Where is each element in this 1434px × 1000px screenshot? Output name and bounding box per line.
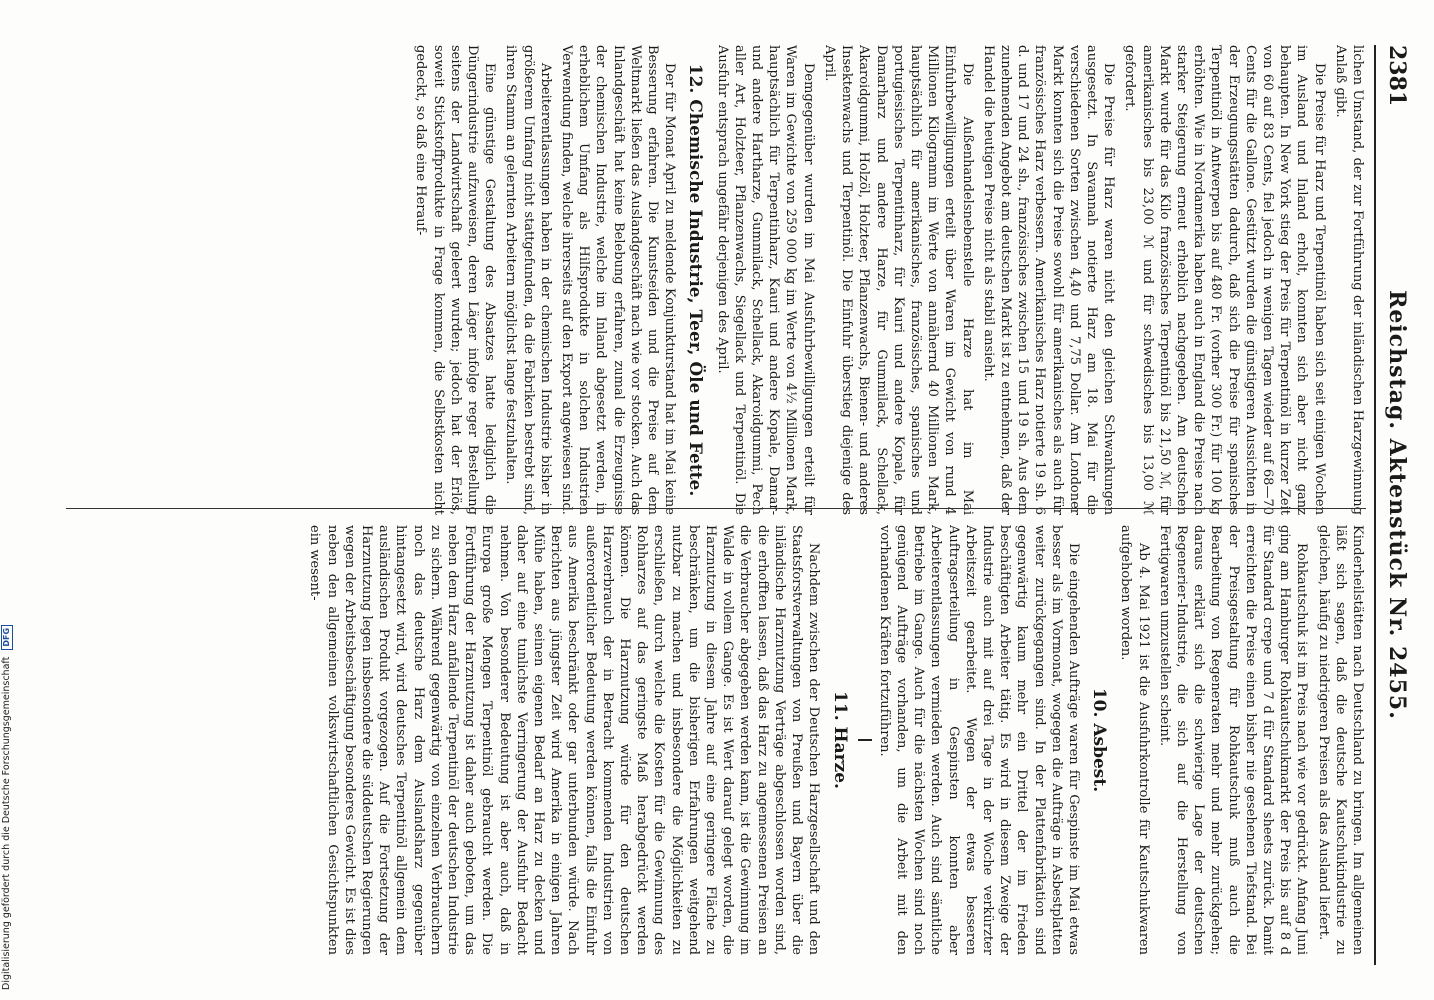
paragraph: Ab 4. Mai 1921 ist die Ausfuhrkontrolle für Kautschukwaren aufgehoben worden. (1118, 525, 1151, 955)
paragraph: lichen Umstand, der zur Fortführung der inländischen Harzgewinnung Anlaß gibt. (1332, 45, 1365, 515)
right-column (66, 525, 1366, 955)
paragraph: Nachdem zwischen der Deutschen Harzgesellschaft und den Staatsforstverwaltungen von Preußen und Bayern über die inländische Harznutzung Verträge abgeschlossen worden sind, die erhofften lassen, daß das Harz zu angemessenen Preisen an die Verbraucher abgegeben werden kann, ist die Gewinnung im Walde in vollem Gange. Es ist Wert darauf gelegt worden, die Harznutzung in diesem Jahre auf eine geringere Fläche zu beschränken, um die bisherigen Erfahrungen weitgehend nutzbar zu machen und insbesondere die Möglichkeiten zu erschließen, durch welche die Kosten für die Gewinnung des Rohharzes auf das geringste Maß herabgedrückt werden können. Die Harznutzung würde für den deutschen Harzverbrauch der in Betracht kommenden Industrien von außerordentlicher Bedeutung werden können, falls die Einfuhr aus Amerika beschränkt oder gar unterbunden würde. Nach Berichten aus jüngster Zeit wird Amerika in einigen Jahren Mühe haben, seinen eigenen Bedarf an Harz zu decken und daher auf eine tunlichste Verringerung der Ausfuhr Bedacht nehmen. Von besonderer Bedeutung ist aber auch, daß in Europa große Mengen Terpentinöl gebraucht werden. Die Fortführung der Harznutzung ist daher auch geboten, um das neben dem Harz anfallende Terpentinöl der deutschen Industrie zu sichern. Während gegenwärtig von einzelnen Verbrauchern noch das deutsche Harz dem Auslandsharz gegenüber hintangesetzt wird, wird deutsches Terpentinöl allgemein dem ausländischen Produkt vorgezogen. Auf die Fortsetzung der Harznutzung legen insbesondere die süddeutschen Regierungen wegen der Arbeitsbeschäftigung besonderes Gewicht. Es ist dies neben den allgemeinen volkswirtschaftlichen Gesichtspunkten ein wesent- (307, 525, 822, 955)
paragraph: Die Preise für Harz waren nicht den gleichen Schwankungen ausgesetzt. In Savannah notierte Harz am 18. Mai für die verschiedenen Sorten zwischen 4,40 und 7,75 Dollar. Am Londoner Markt konnten sich die Preise sowohl für amerikanisches als auch für französisches Harz verbessern. Amerikanisches Harz notierte 19 sh. 6 d. und 17 und 24 sh., französisches zwischen 15 und 19 sh. Aus dem zunehmenden Angebot am deutschen Markt ist zu entnehmen, daß der Handel die heutigen Preise nicht als stabil ansieht. (980, 45, 1117, 515)
paragraph: Die eingehenden Aufträge waren für Gespinste im Mai etwas besser als im Vormonat, wogegen die Aufträge in Asbestplatten weiter zurückgegangen sind. In der Plattenfabrikation sind gegenwärtig kaum mehr ein Drittel der im Frieden beschäftigten Arbeiter tätig. Es wird in diesem Zweige der Industrie auch mit auf drei Tage in der Woche verkürzter Arbeitszeit gearbeitet. Wegen der etwas besseren Auftragserteilung in Gespinsten konnten aber Arbeiterentlassungen vermieden werden. Auch sind sämtliche Betriebe im Gange. Auch für die nächsten Wochen sind noch genügend Aufträge vorhanden, um die Arbeit mit den vorhandenen Kräften fortzuführen. (876, 525, 1081, 955)
section-heading-11: 11. Harze. (829, 691, 850, 789)
paragraph: Kinderheilstätten nach Deutschland zu bringen. Im allgemeinen läßt sich sagen, daß die deutsche Kautschukindustrie zu gleichen, häufig zu niedrigeren Preisen als das Ausland liefert. (1315, 525, 1365, 955)
header-rule (1374, 45, 1376, 965)
left-column (66, 45, 1366, 515)
paragraph: Die Außenhandelsnebenstelle Harze hat im Mai Einfuhrbewilligungen erteilt über Waren im Gewicht von rund 4 Millionen Kilogramm im Werte von annähernd 40 Millionen Mark, hauptsächlich für amerikanisches, französisches, spanisches und portugiesisches Terpentinharz, für Kauri und andere Kopale, für Damarharz und andere Harze, für Gummilack, Schellack, Akaroidgummi, Holzöl, Holzteer, Pflanzenwachs, Bienen- und anderes Insektenwachs und Terpentinöl. Die Einfuhr überstieg diejenige des April. (821, 45, 975, 515)
section-heading-10: 10. Asbest. (1089, 687, 1110, 793)
column-divider (66, 508, 1366, 509)
credit-text: Digitalisierung gefördert durch die Deutsche Forschungsgemeinschaft (1, 656, 12, 990)
paragraph: Arbeiterentlassungen haben in der chemischen Industrie bisher in größerem Umfang nicht stattgefunden, da die Fabriken bestrebt sind, ihren Stamm an gelernten Arbeitern möglichst lange festzuhalten. (503, 45, 553, 515)
paragraph: Rohkautschuk ist im Preis nach wie vor gedrückt. Anfang Juni ging am Hamburger Rohkautschukmarkt der Preis bis auf 8 d für Standard crepe und 7 d für Standard sheets zurück. Damit erreichten die Preise einen bisher nie gesehenen Tiefstand. Bei der Preisgestaltung für Rohkautschuk muß auch die Bearbeitung von Regeneraten mehr und mehr zurückgehen; daraus erklärt sich die schwierige Lage der deutschen Regenerier-Industrie, die sich auf die Herstellung von Fertigwaren umzustellen scheint. (1156, 525, 1310, 955)
section-heading-12: 12. Chemische Industrie, Teer, Öle und Fette. (685, 63, 706, 497)
paragraph: Der für Monat April zu meldende Konjunkturstand hat im Mai keine Besserung erfahren. Die Kunstseiden und die Preise auf dem Weltmarkt ließen das Auslandgeschäft nach wie vor stocken. Auch das Inlandgeschäft hat keine Belebung erfahren, zumal die Erzeugnisse der chemischen Industrie, welche im Inland abgesetzt werden, in erheblichem Umfang als Hilfsprodukte in solchen Industrien Verwendung finden, welche ihrerseits auf den Export angewiesen sind. (559, 45, 678, 515)
paragraph: Die Preise für Harz und Terpentinöl haben sich seit einigen Wochen im Ausland und Inland erholt, konnten sich aber nicht ganz behaupten. In New York stieg der Preis für Terpentinöl in kurzer Zeit von 60 auf 83 Cents, fiel jedoch in wenigen Tagen wieder auf 68—70 Cents für die Gallone. Gestützt wurden die günstigeren Aussichten in der Erzeugungsstätten dadurch, daß sich die Preise für spanisches Terpentinöl in Antwerpen bis auf 480 Fr. (vorher 300 Fr.) für 100 kg erhöhten. Wie in Nordamerika haben auch in England die Preise nach starker Steigerung erneut erheblich nachgegeben. Am deutschen Markt wurde für das Kilo französisches Terpentinöl bis 21,50 ℳ, für amerikanisches bis 23,00 ℳ und für schwedisches bis 13,00 ℳ gefordert. (1122, 45, 1327, 515)
dfg-logo: DFG (1, 625, 13, 650)
paragraph: Eine günstige Gestaltung des Absatzes hatte lediglich die Düngerindustrie aufzuweisen, deren Läger infolge reger Bestellung seitens der Landwirtschaft geleert wurden; jedoch hat der Erlös, soweit Stickstoffprodukte in Frage kommen, die Selbstkosten nicht gedeckt, so daß eine Herauf- (413, 45, 498, 515)
page-number: 2381 (1384, 45, 1410, 107)
publication-title: Reichstag. Aktenstück Nr. 2455. (1384, 290, 1410, 720)
digitization-credit (1, 600, 13, 990)
section-separator (858, 739, 872, 741)
running-header (1376, 45, 1416, 965)
paragraph: Demgegenüber wurden im Mai Ausfuhrbewilligungen erteilt für Waren im Gewichte von 259 000 kg im Werte von 4½ Millionen Mark, hauptsächlich für Terpentinharz, Kauri und andere Kopale, Damar- und andere Hartharze, Gummilack, Schellack, Akaroidgummi, Pech aller Art, Holzteer, Pflanzenwachs, Siegellack und Terpentinöl. Die Ausfuhr entsprach ungefähr derjenigen des April. (714, 45, 816, 515)
